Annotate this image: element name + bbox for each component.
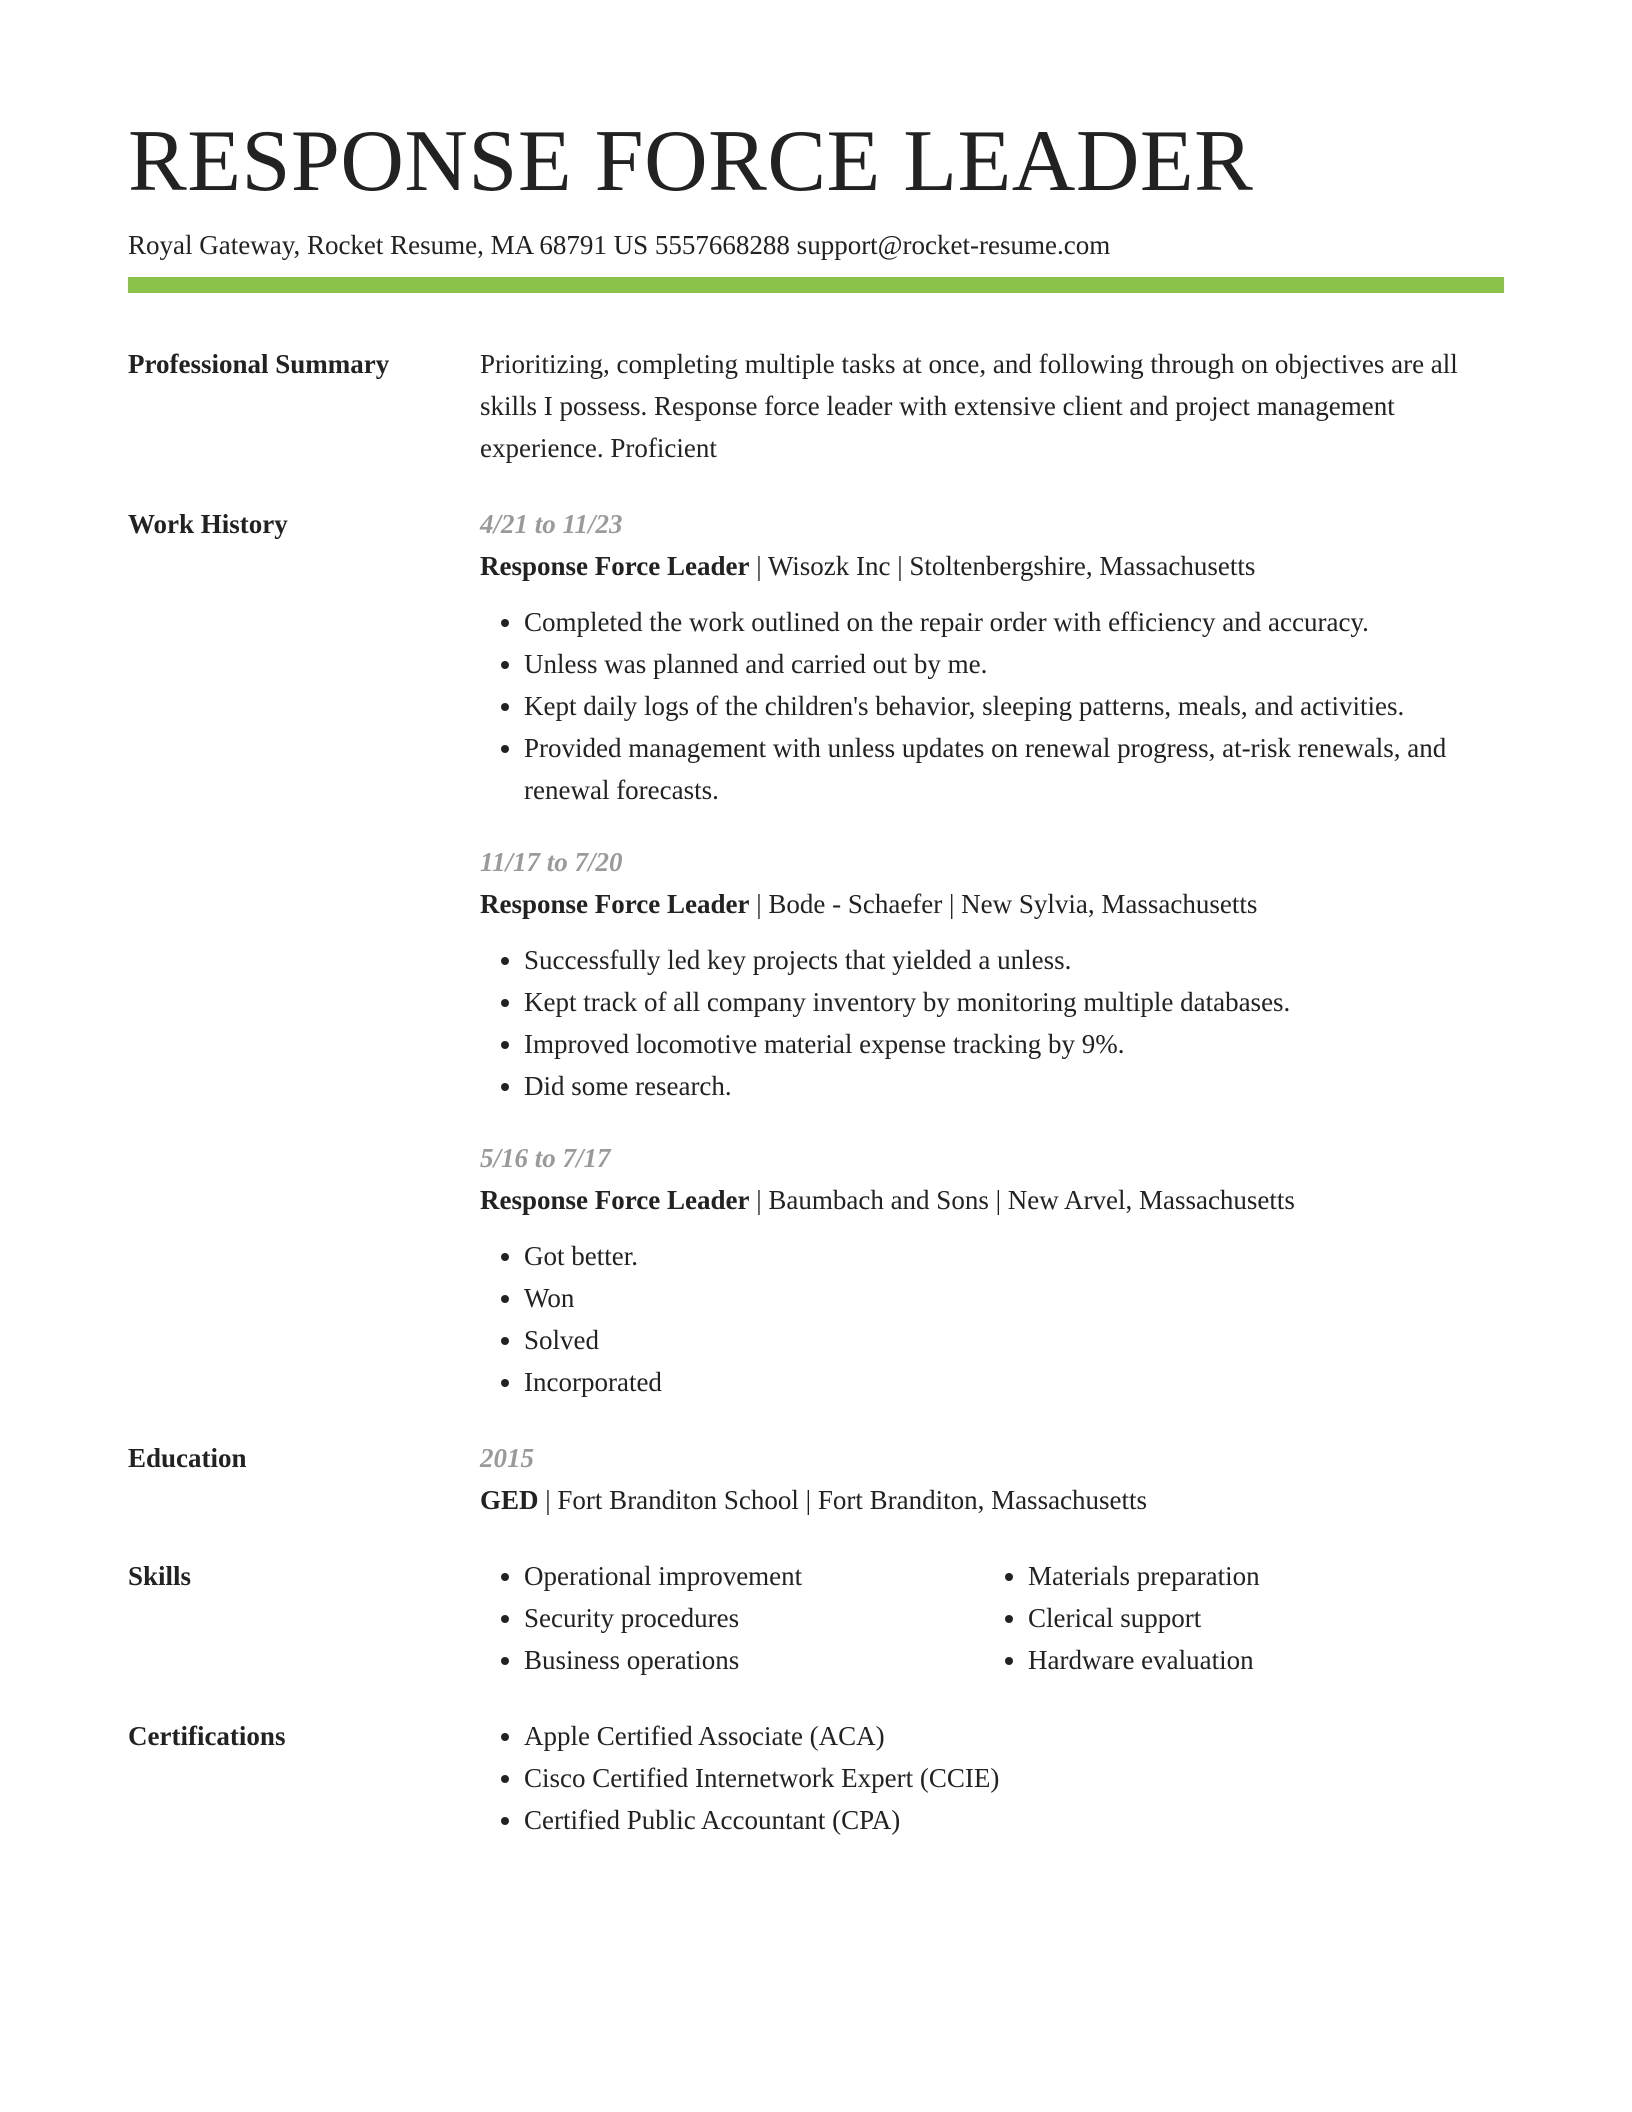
work-history-section	[128, 503, 1504, 1403]
education-date: 2015	[480, 1443, 534, 1474]
skill-item: • Business operations	[524, 1639, 984, 1681]
summary-text: Prioritizing, completing multiple tasks at once, and following through on objectives are all skills I possess. Response force leader with extensive client and project management experience. Proficient	[480, 349, 1458, 464]
skills-label: Skills	[128, 1561, 192, 1592]
job-role: Response Force Leader	[480, 551, 750, 582]
job-entry	[480, 503, 1504, 811]
job-bullet: • Provided management with unless updates on renewal progress, at-risk renewals, and renewal forecasts.	[524, 727, 1504, 811]
skills-section	[128, 1555, 1504, 1681]
job-details: | Wisozk Inc | Stoltenbergshire, Massachusetts	[749, 551, 1256, 582]
job-bullet: • Unless was planned and carried out by me.	[524, 643, 1504, 685]
job-entry	[480, 841, 1504, 1107]
skill-item: • Materials preparation	[1028, 1555, 1488, 1597]
resume-name: RESPONSE FORCE LEADER	[128, 113, 1254, 210]
job-bullets	[480, 1235, 1504, 1403]
skills-body	[480, 1555, 1504, 1681]
job-bullet: • Won	[524, 1277, 1504, 1319]
job-title-line	[480, 545, 1504, 587]
education-section	[128, 1437, 1504, 1521]
education-degree: GED	[480, 1485, 539, 1516]
job-bullets	[480, 939, 1504, 1107]
skill-item: • Operational improvement	[524, 1555, 984, 1597]
job-role: Response Force Leader	[480, 1185, 750, 1216]
education-label: Education	[128, 1443, 247, 1474]
job-role: Response Force Leader	[480, 889, 750, 920]
certifications-label: Certifications	[128, 1721, 286, 1752]
education-body	[480, 1437, 1504, 1521]
skill-item: • Clerical support	[1028, 1597, 1488, 1639]
job-date: 11/17 to 7/20	[480, 847, 623, 878]
certification-item: • Cisco Certified Internetwork Expert (CCIE)	[524, 1757, 1504, 1799]
job-bullet: • Got better.	[524, 1235, 1504, 1277]
job-bullet: • Completed the work outlined on the repair order with efficiency and accuracy.	[524, 601, 1504, 643]
skills-list	[480, 1555, 984, 1681]
job-bullets	[480, 601, 1504, 811]
skills-column-right	[984, 1555, 1488, 1681]
skill-item: • Hardware evaluation	[1028, 1639, 1488, 1681]
job-details: | Bode - Schaefer | New Sylvia, Massachusetts	[749, 889, 1258, 920]
certification-item: • Apple Certified Associate (ACA)	[524, 1715, 1504, 1757]
header-divider	[128, 277, 1504, 293]
job-bullet: • Improved locomotive material expense tracking by 9%.	[524, 1023, 1504, 1065]
summary-label: Professional Summary	[128, 349, 390, 380]
summary-section	[128, 343, 1504, 469]
job-title-line	[480, 1179, 1504, 1221]
skills-column-left	[480, 1555, 984, 1681]
job-date: 5/16 to 7/17	[480, 1143, 611, 1174]
certifications-list	[480, 1715, 1504, 1841]
job-bullet: • Did some research.	[524, 1065, 1504, 1107]
job-date: 4/21 to 11/23	[480, 509, 623, 540]
job-title-line	[480, 883, 1504, 925]
work-history-body	[480, 503, 1504, 1403]
work-history-label: Work History	[128, 509, 288, 540]
certifications-body	[480, 1715, 1504, 1841]
job-bullet: • Successfully led key projects that yielded a unless.	[524, 939, 1504, 981]
certification-item: • Certified Public Accountant (CPA)	[524, 1799, 1504, 1841]
certifications-section	[128, 1715, 1504, 1841]
skill-item: • Security procedures	[524, 1597, 984, 1639]
education-line	[480, 1479, 1504, 1521]
job-entry	[480, 1137, 1504, 1403]
job-bullet: • Kept daily logs of the children's behavior, sleeping patterns, meals, and activities.	[524, 685, 1504, 727]
contact-line: Royal Gateway, Rocket Resume, MA 68791 US 5557668288 support@rocket-resume.com	[128, 230, 1111, 260]
job-bullet: • Kept track of all company inventory by monitoring multiple databases.	[524, 981, 1504, 1023]
education-details: | Fort Branditon School | Fort Branditon, Massachusetts	[538, 1485, 1148, 1516]
skills-list	[984, 1555, 1488, 1681]
job-details: | Baumbach and Sons | New Arvel, Massachusetts	[749, 1185, 1295, 1216]
job-bullet: • Incorporated	[524, 1361, 1504, 1403]
job-bullet: • Solved	[524, 1319, 1504, 1361]
